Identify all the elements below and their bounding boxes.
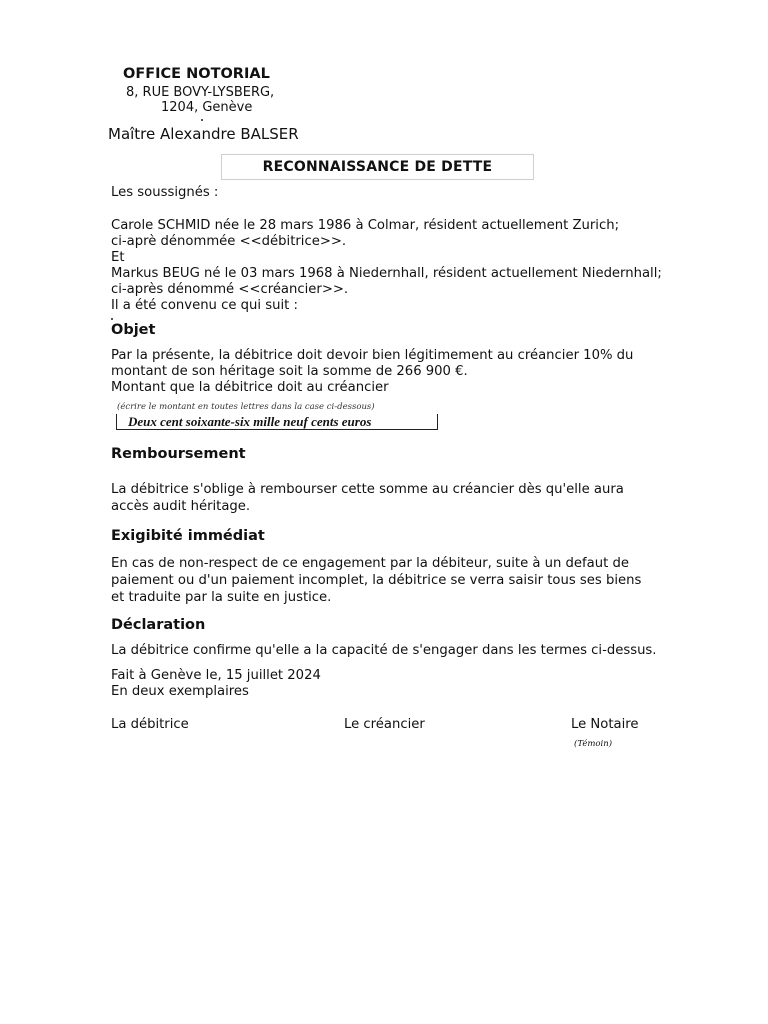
amount-in-words: Deux cent soixante-six mille neuf cents euros xyxy=(128,414,372,429)
copies-count: En deux exemplaires xyxy=(111,684,249,699)
signature-label-creditor: Le créancier xyxy=(344,717,425,732)
witness-label: (Témoin) xyxy=(574,739,613,749)
section-heading-remboursement: Remboursement xyxy=(111,446,246,462)
debtor-line-2: ci-aprè dénommée <<débitrice>>. xyxy=(111,234,347,249)
scan-speck xyxy=(111,318,113,320)
document-title-box xyxy=(221,154,534,180)
declaration-text: La débitrice confirme qu'elle a la capacité de s'engager dans les termes ci-dessus. xyxy=(111,643,657,658)
creditor-line-2: ci-après dénommé <<créancier>>. xyxy=(111,282,349,297)
address-line-1: 8, RUE BOVY-LYSBERG, xyxy=(126,85,275,100)
objet-line-3: Montant que la débitrice doit au créancier xyxy=(111,380,389,395)
creditor-line-1: Markus BEUG né le 03 mars 1968 à Niedernhall, résident actuellement Niedernhall; xyxy=(111,266,662,281)
document-title: RECONNAISSANCE DE DETTE xyxy=(262,159,493,175)
section-heading-exigibilite: Exigibité immédiat xyxy=(111,528,265,544)
office-name: OFFICE NOTORIAL xyxy=(123,66,270,82)
exigibilite-text: En cas de non-respect de ce engagement par la débiteur, suite à un defaut de paiement ou d'un paiement incomplet, la débitrice se verra saisir tous ses biens et traduite par la suite en justice. xyxy=(111,556,642,605)
and-text: Et xyxy=(111,250,125,265)
scan-speck xyxy=(201,119,203,121)
parties-intro: Les soussignés : xyxy=(111,185,219,200)
objet-line-2: montant de son héritage soit la somme de 266 900 €. xyxy=(111,364,468,379)
debtor-line-1: Carole SCHMID née le 28 mars 1986 à Colmar, résident actuellement Zurich; xyxy=(111,218,620,233)
address-line-2: 1204, Genève xyxy=(161,100,253,115)
agreed-text: Il a été convenu ce qui suit : xyxy=(111,298,298,313)
notary-name: Maître Alexandre BALSER xyxy=(108,125,299,143)
section-heading-declaration: Déclaration xyxy=(111,617,206,633)
section-heading-objet: Objet xyxy=(111,322,156,338)
place-date: Fait à Genève le, 15 juillet 2024 xyxy=(111,668,321,683)
remboursement-text: La débitrice s'oblige à rembourser cette somme au créancier dès qu'elle aura accès audit héritage. xyxy=(111,482,624,514)
objet-line-1: Par la présente, la débitrice doit devoir bien légitimement au créancier 10% du xyxy=(111,348,634,363)
signature-label-debtor: La débitrice xyxy=(111,717,189,732)
signature-label-notary: Le Notaire xyxy=(571,717,639,732)
amount-instruction-note: (écrire le montant en toutes lettres dans la case ci-dessous) xyxy=(117,402,375,412)
